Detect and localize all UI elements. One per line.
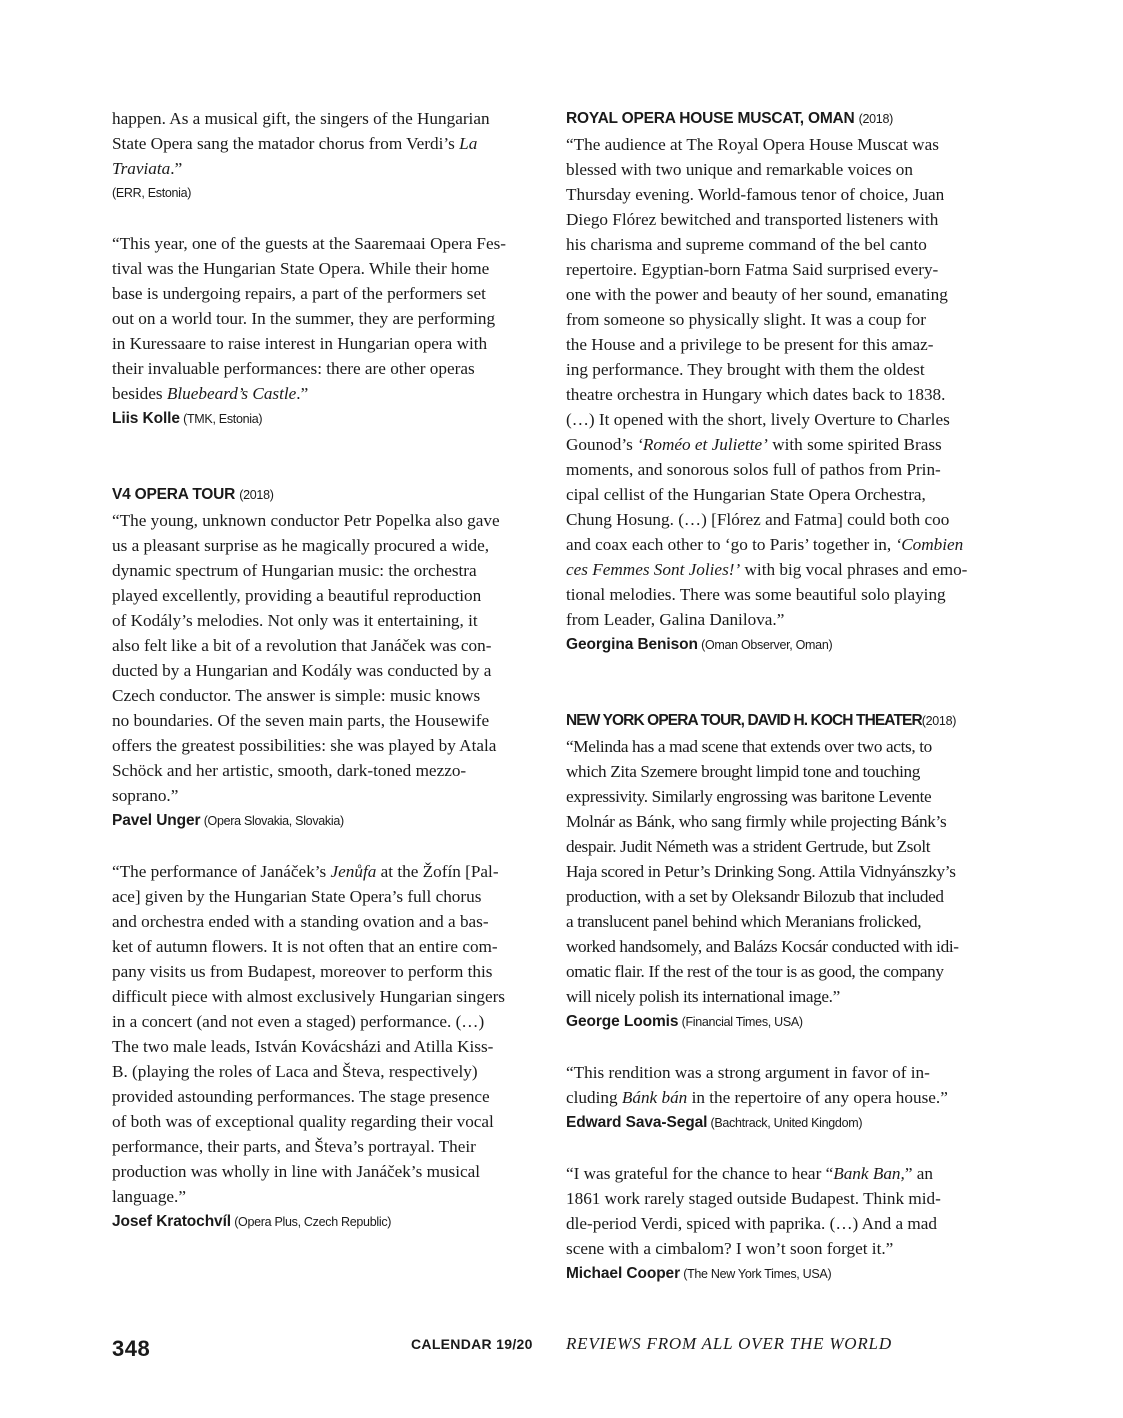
review-text-line: cipal cellist of the Hungarian State Opera Orchestra, xyxy=(566,485,926,504)
review-text-line: in a concert (and not even a staged) performance. (…) xyxy=(112,1012,485,1031)
review-text-line: Molnár as Bánk, who sang firmly while projecting Bánk’s xyxy=(566,812,947,831)
review-text-line: tional melodies. There was some beautiful solo playing xyxy=(566,585,946,604)
review-text-line: one with the power and beauty of her sound, emanating xyxy=(566,285,948,304)
review-text-line: State Opera sang the matador chorus from Verdi’s La xyxy=(112,134,478,153)
review-text-line: (…) It opened with the short, lively Overture to Charles xyxy=(566,410,950,429)
review-text-line: worked handsomely, and Balázs Kocsár conducted with idi- xyxy=(566,937,959,956)
review-text-line: “This rendition was a strong argument in favor of in- xyxy=(566,1063,930,1082)
review-source: Edward Sava-Segal (Bachtrack, United Kingdom) xyxy=(566,1114,863,1131)
review-text-line: scene with a cimbalom? I won’t soon forget it.” xyxy=(566,1239,894,1258)
review-text-line: “The young, unknown conductor Petr Popelka also gave xyxy=(112,511,500,530)
review-text-line: ace] given by the Hungarian State Opera’s full chorus xyxy=(112,887,482,906)
review-text-line: language.” xyxy=(112,1187,186,1206)
review-author: Edward Sava-Segal xyxy=(566,1114,708,1131)
review-text-line: ces Femmes Sont Jolies!’ with big vocal phrases and emo- xyxy=(566,560,968,579)
review-text-line: “I was grateful for the chance to hear “Bank Ban,” an xyxy=(566,1164,933,1183)
review-text-line: from someone so physically slight. It was a coup for xyxy=(566,310,926,329)
section-v4-opera-tour xyxy=(112,482,530,834)
review-err xyxy=(112,106,530,206)
review-text-line: moments, and sonorous solos full of pathos from Prin- xyxy=(566,460,941,479)
review-text-line: blessed with two unique and remarkable voices on xyxy=(566,160,913,179)
review-text-line: repertoire. Egyptian-born Fatma Said surprised every- xyxy=(566,260,939,279)
review-text-line: pany visits us from Budapest, moreover to perform this xyxy=(112,962,493,981)
review-text-line: out on a world tour. In the summer, they are performing xyxy=(112,309,496,328)
review-text-line: omatic flair. If the rest of the tour is as good, the company xyxy=(566,962,944,981)
review-text-line: The two male leads, István Kovácsházi and Atilla Kiss- xyxy=(112,1037,494,1056)
review-text-line: and orchestra ended with a standing ovation and a bas- xyxy=(112,912,489,931)
review-text-line: dynamic spectrum of Hungarian music: the orchestra xyxy=(112,561,477,580)
review-text-line: their invaluable performances: there are other operas xyxy=(112,359,475,378)
review-nyt xyxy=(566,1161,984,1287)
review-text-line: difficult piece with almost exclusively Hungarian singers xyxy=(112,987,505,1006)
review-text-line: from Leader, Galina Danilova.” xyxy=(566,610,785,629)
review-text-line: Diego Flórez bewitched and transported listeners with xyxy=(566,210,939,229)
review-text-line: soprano.” xyxy=(112,786,179,805)
review-text-line: theatre orchestra in Hungary which dates back to 1838. xyxy=(566,385,946,404)
review-source: George Loomis (Financial Times, USA) xyxy=(566,1013,803,1030)
section-royal-opera-muscat xyxy=(566,106,984,658)
review-text-line: Czech conductor. The answer is simple: music knows xyxy=(112,686,481,705)
review-text-line: dle-period Verdi, spiced with paprika. (…) And a mad xyxy=(566,1214,938,1233)
review-author: George Loomis xyxy=(566,1013,679,1030)
review-text-line: which Zita Szemere brought limpid tone and touching xyxy=(566,762,920,781)
review-text-line: of both was of exceptional quality regarding their vocal xyxy=(112,1112,494,1131)
review-text-line: us a pleasant surprise as he magically procured a wide, xyxy=(112,536,490,555)
review-text-line: cluding Bánk bán in the repertoire of any opera house.” xyxy=(566,1088,948,1107)
review-text-line: Thursday evening. World-famous tenor of choice, Juan xyxy=(566,185,945,204)
review-source: (ERR, Estonia) xyxy=(112,186,192,200)
review-text-line: base is undergoing repairs, a part of the performers set xyxy=(112,284,486,303)
review-author: Pavel Unger xyxy=(112,812,201,829)
review-text-line: ing performance. They brought with them the oldest xyxy=(566,360,925,379)
footer-calendar: CALENDAR 19/20 xyxy=(411,1336,533,1352)
left-column xyxy=(112,106,530,1235)
review-text-line: provided astounding performances. The stage presence xyxy=(112,1087,490,1106)
review-author: Liis Kolle xyxy=(112,410,180,427)
review-text-line: no boundaries. Of the seven main parts, the Housewife xyxy=(112,711,490,730)
section-new-york-opera-tour xyxy=(566,708,984,1035)
right-column xyxy=(566,106,984,1287)
review-text-line: Chung Hosung. (…) [Flórez and Fatma] could both coo xyxy=(566,510,950,529)
review-text-line: will nicely polish its international image.” xyxy=(566,987,840,1006)
section-heading: ROYAL OPERA HOUSE MUSCAT, OMAN (2018) xyxy=(566,110,893,127)
review-source: Liis Kolle (TMK, Estonia) xyxy=(112,410,263,427)
review-text-line: production was wholly in line with Janáček’s musical xyxy=(112,1162,481,1181)
review-text-line: also felt like a bit of a revolution that Janáček was con- xyxy=(112,636,492,655)
review-source: Michael Cooper (The New York Times, USA) xyxy=(566,1265,832,1282)
review-text-line: despair. Judit Németh was a strident Gertrude, but Zsolt xyxy=(566,837,931,856)
review-text-line: production, with a set by Oleksandr Bilozub that included xyxy=(566,887,944,906)
review-text-line: in Kuressaare to raise interest in Hungarian opera with xyxy=(112,334,488,353)
review-text-line: 1861 work rarely staged outside Budapest. Think mid- xyxy=(566,1189,941,1208)
section-heading: V4 OPERA TOUR (2018) xyxy=(112,486,274,503)
review-text-line: Schöck and her artistic, smooth, dark-toned mezzo- xyxy=(112,761,467,780)
review-text-line: Gounod’s ‘Roméo et Juliette’ with some spirited Brass xyxy=(566,435,942,454)
section-heading: NEW YORK OPERA TOUR, DAVID H. KOCH THEATER(2018) xyxy=(566,712,957,729)
review-text-line: besides Bluebeard’s Castle.” xyxy=(112,384,309,403)
review-text-line: B. (playing the roles of Laca and Števa, respectively) xyxy=(112,1062,478,1081)
review-source: Georgina Benison (Oman Observer, Oman) xyxy=(566,636,833,653)
review-text-line: offers the greatest possibilities: she was played by Atala xyxy=(112,736,497,755)
review-text-line: his charisma and supreme command of the bel canto xyxy=(566,235,927,254)
review-bachtrack xyxy=(566,1060,984,1136)
review-jenufa xyxy=(112,859,530,1235)
review-author: Josef Kratochvíl xyxy=(112,1213,231,1230)
review-text-line: the House and a privilege to be present for this amaz- xyxy=(566,335,934,354)
review-text-line: played excellently, providing a beautiful reproduction xyxy=(112,586,482,605)
review-text-line: of Kodály’s melodies. Not only was it entertaining, it xyxy=(112,611,478,630)
review-source: Josef Kratochvíl (Opera Plus, Czech Republic) xyxy=(112,1213,392,1230)
review-text-line: “The audience at The Royal Opera House Muscat was xyxy=(566,135,939,154)
review-text-line: Traviata.” xyxy=(112,159,183,178)
review-text-line: happen. As a musical gift, the singers of the Hungarian xyxy=(112,109,490,128)
review-text-line: performance, their parts, and Števa’s portrayal. Their xyxy=(112,1137,476,1156)
review-author: Michael Cooper xyxy=(566,1265,681,1282)
review-text-line: and coax each other to ‘go to Paris’ together in, ‘Combien xyxy=(566,535,964,554)
review-text-line: “The performance of Janáček’s Jenůfa at the Žofín [Pal- xyxy=(112,862,499,881)
review-text-line: expressivity. Similarly engrossing was baritone Levente xyxy=(566,787,932,806)
review-text-line: ket of autumn flowers. It is not often that an entire com- xyxy=(112,937,498,956)
footer-section-title: REVIEWS FROM ALL OVER THE WORLD xyxy=(566,1334,892,1353)
page-number: 348 xyxy=(112,1336,151,1361)
review-text-line: ducted by a Hungarian and Kodály was conducted by a xyxy=(112,661,492,680)
review-text-line: a translucent panel behind which Meranians frolicked, xyxy=(566,912,922,931)
review-text-line: tival was the Hungarian State Opera. While their home xyxy=(112,259,490,278)
review-text-line: “Melinda has a mad scene that extends over two acts, to xyxy=(566,737,932,756)
review-text-line: Haja scored in Petur’s Drinking Song. Attila Vidnyánszky’s xyxy=(566,862,956,881)
review-text-line: “This year, one of the guests at the Saaremaai Opera Fes- xyxy=(112,234,506,253)
review-source: Pavel Unger (Opera Slovakia, Slovakia) xyxy=(112,812,344,829)
review-author: Georgina Benison xyxy=(566,636,698,653)
review-tmk xyxy=(112,231,530,432)
